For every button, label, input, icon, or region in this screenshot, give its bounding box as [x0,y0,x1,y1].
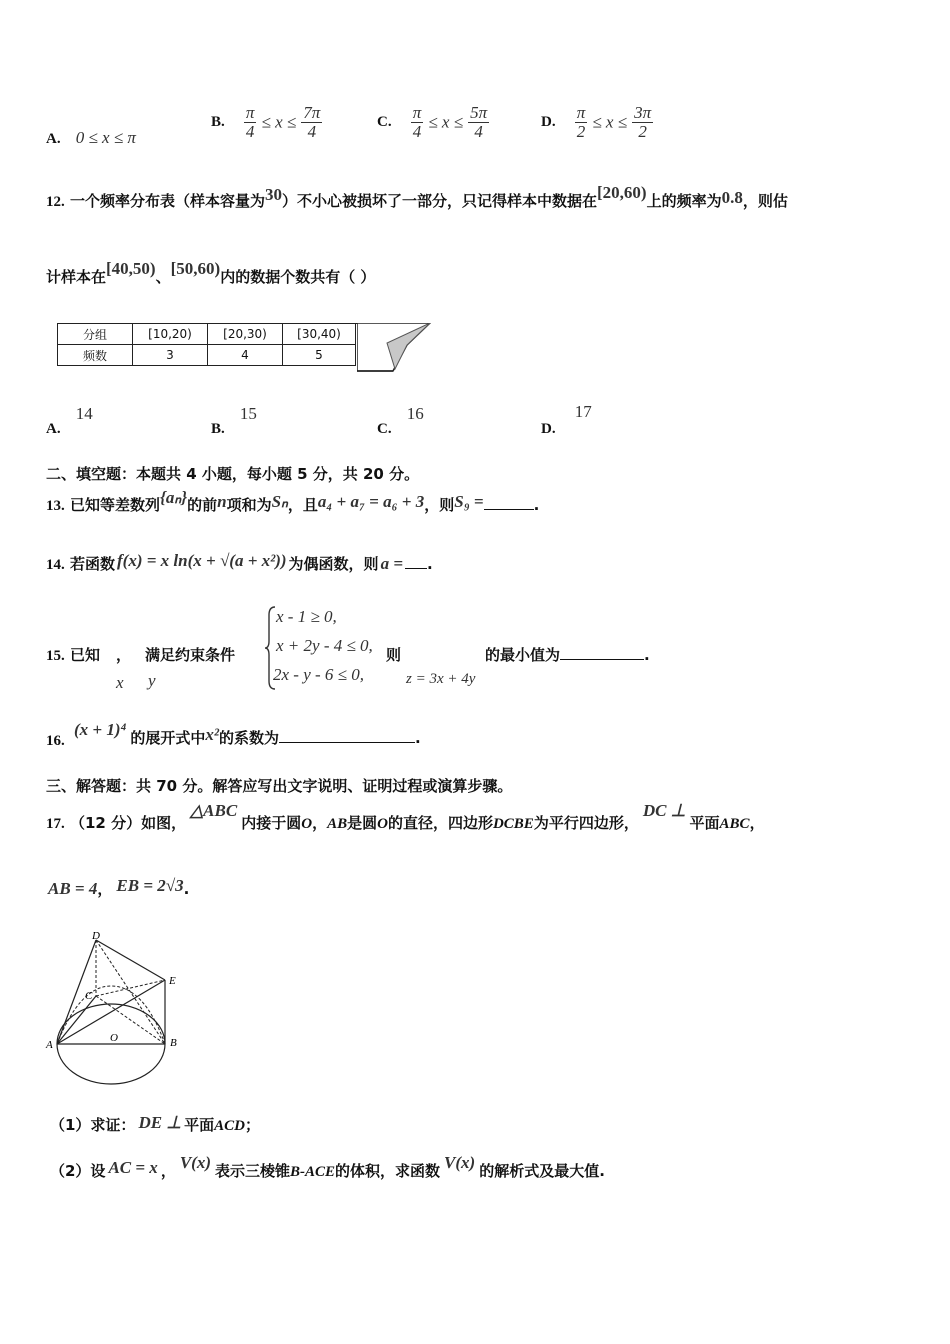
answer-blank[interactable] [560,645,644,660]
table-cell: 3 [133,345,208,366]
q17-text: ， [749,814,765,832]
question-number: 16. [46,733,65,749]
q13-math: {aₙ} [160,488,188,507]
option-value: 16 [406,404,424,423]
q17-math: V(x) [444,1153,476,1172]
q17-math: DE ⊥ [138,1113,182,1132]
table-header-count: 频数 [58,345,133,366]
q12-text: 内的数据个数共有（ ） [220,268,376,286]
q16 [46,720,421,749]
q17-math: ABC [719,816,750,832]
q15-text: . [644,646,650,664]
q11-option-c [377,104,489,141]
table-cell: [10,20) [133,324,208,345]
q15-objective: z = 3x + 4y [406,671,476,687]
q15-text: 的最小值为 [485,646,561,664]
q17-text: ， [97,880,113,898]
q13-math: a₄ + a₇ = a₆ + 3 [317,492,425,511]
point-label-e: E [169,975,176,987]
option-value: 17 [574,402,592,421]
answer-blank[interactable] [484,495,534,510]
option-value: 15 [239,404,257,423]
q14-text: . [427,555,433,573]
table-cell: 5 [283,345,356,366]
q17-math: AC = x [108,1158,158,1177]
q16-math: (x + 1)⁴ [73,720,127,739]
option-label: A. [46,131,61,147]
q17-text: 为平行四边形， [533,814,639,832]
q12-text: ，则估 [742,192,788,210]
q11-option-d [541,104,653,141]
q12-text: ）不小心被损坏了一部分，只记得样本中数据在 [282,192,598,210]
question-number: 12. [46,194,65,210]
q17-math: DCBE [492,816,534,832]
frequency-table [57,323,426,366]
option-value: 14 [75,404,93,423]
q17-math: △ABC [190,801,238,820]
q17-text: 平面 [184,1116,215,1134]
q17-line2 [48,878,189,899]
inequality: ≤ x ≤ [261,112,297,132]
q12-text: 计样本在 [46,268,107,286]
q13-math: n [217,492,227,511]
fraction: $\frac{5\pi}{4}$ [470,103,488,141]
q14 [46,553,433,574]
q17-math: EB = 2√3 [116,876,184,895]
section-title-solution: 三、解答题：共 70 分。解答应写出文字说明、证明过程或演算步骤。 [46,777,513,795]
q16-text: 的系数为 [219,729,280,747]
q15-constraint-2: x + 2y - 4 ≤ 0, [276,636,373,655]
q14-text: 若函数 [69,555,115,573]
q17-part1 [50,1114,260,1135]
q11-option-a [46,128,136,148]
q12-text: 上的频率为 [646,192,722,210]
q13-text: . [533,496,540,514]
table-header-group: 分组 [58,324,133,345]
q17-math: O [301,816,313,832]
q15-constraint-1: x - 1 ≥ 0, [276,607,337,626]
q14-text: 为偶函数，则 [288,555,379,573]
point-label-c: C [85,990,93,1002]
fraction: $\frac{\pi}{4}$ [412,103,422,141]
q16-text: . [415,729,421,747]
q17-text: ； [245,1116,261,1134]
q15-text: 满足约束条件 [145,646,236,664]
q14-math: f(x) = x ln(x + √(a + x²)) [117,551,287,570]
q12-option-b [211,404,257,437]
q12-option-c [377,404,424,437]
table-cell: 4 [208,345,283,366]
q15-var-x: x [116,673,124,692]
q16-text: 的展开式中 [130,729,206,747]
q17-text: 的体积，求函数 [335,1162,441,1180]
q12-text: 一个频率分布表（样本容量为 [69,192,265,210]
q12-math: 30 [265,185,282,204]
q17-math: AB [327,816,348,832]
option-label: C. [377,421,392,437]
point-label-d: D [92,930,100,942]
q15-text: ， [116,646,132,664]
part-label: （2）设 [50,1162,106,1180]
q13-text: 已知等差数列 [69,496,160,514]
q13-text: ，则 [424,496,455,514]
option-label: D. [541,114,556,130]
q12-option-d [541,402,592,437]
q15-tail [485,644,650,665]
fraction: $\frac{\pi}{4}$ [245,103,255,141]
option-label: B. [211,421,225,437]
section-title-fill-blank: 二、填空题：本题共 4 小题，每小题 5 分，共 20 分。 [46,465,420,483]
q13-math: Sₙ [271,492,288,511]
option-label: A. [46,421,61,437]
fraction: $\frac{\pi}{2}$ [576,103,586,141]
q12-line1 [46,183,788,211]
q15-text: 已知 [69,646,100,664]
q17-part2 [50,1153,605,1181]
question-number: 14. [46,557,65,573]
q17-text: 是圆 [347,814,378,832]
inequality: ≤ x ≤ [428,112,464,132]
q13-text: ，且 [287,496,318,514]
part-label: （1）求证： [50,1116,136,1134]
point-label-a: A [46,1039,53,1051]
question-number: 17. [46,816,65,832]
q15-number-text [46,644,235,665]
table-cell: [30,40) [283,324,356,345]
q17-text: 内接于圆 [241,814,302,832]
option-label: C. [377,114,392,130]
q15-constraint-3: 2x - y - 6 ≤ 0, [273,665,364,684]
q17-text: 表示三棱锥 [215,1162,291,1180]
q12-math: 0.8 [721,188,743,207]
point-label-o: O [110,1032,118,1044]
option-label: B. [211,114,225,130]
q17-math: O [377,816,388,832]
option-math: 0 ≤ x ≤ π [75,128,136,147]
q17-math: AB = 4 [48,879,98,898]
q17-math: DC ⊥ [642,801,686,820]
table-cell: [20,30) [208,324,283,345]
q12-line2 [46,259,376,287]
q12-math: [20,60) [597,183,647,202]
q13-text: 的前 [187,496,218,514]
q11-option-b [211,104,322,141]
fraction: $\frac{3\pi}{2}$ [634,103,652,141]
inequality: ≤ x ≤ [592,112,628,132]
q17-math: B-ACE [290,1164,336,1180]
q15-then: 则 [386,646,402,664]
q17-text: 如图， [141,814,187,832]
q17-text: ， [160,1162,176,1180]
q13-text: 项和为 [226,496,272,514]
q12-math: [50,60) [170,259,221,278]
torn-corner-icon [357,323,432,373]
q17-text: ， [312,814,328,832]
q16-math: x² [205,725,220,744]
q13 [46,488,540,515]
q17-math: ACD [214,1118,245,1134]
fraction: $\frac{7\pi}{4}$ [303,103,321,141]
q17-line1 [46,801,765,833]
q13-math: S₉ = [454,492,484,511]
answer-blank[interactable] [405,554,427,569]
question-number: 15. [46,648,65,664]
q17-math: V(x) [179,1153,211,1172]
q12-option-a [46,404,93,437]
q12-math: [40,50) [106,259,156,278]
q12-text: 、 [155,268,171,286]
q14-math: a = [380,554,403,573]
answer-blank[interactable] [279,728,415,743]
q15-var-y: y [148,671,156,690]
q17-text: 的直径，四边形 [387,814,493,832]
option-label: D. [541,421,556,437]
question-number: 13. [46,498,65,514]
geometry-figure [40,928,200,1088]
q17-text: . [183,880,190,898]
q17-text: （12 分） [69,814,142,832]
q17-text: 平面 [689,814,720,832]
q17-text: 的解析式及最大值. [479,1162,605,1180]
point-label-b: B [170,1037,177,1049]
